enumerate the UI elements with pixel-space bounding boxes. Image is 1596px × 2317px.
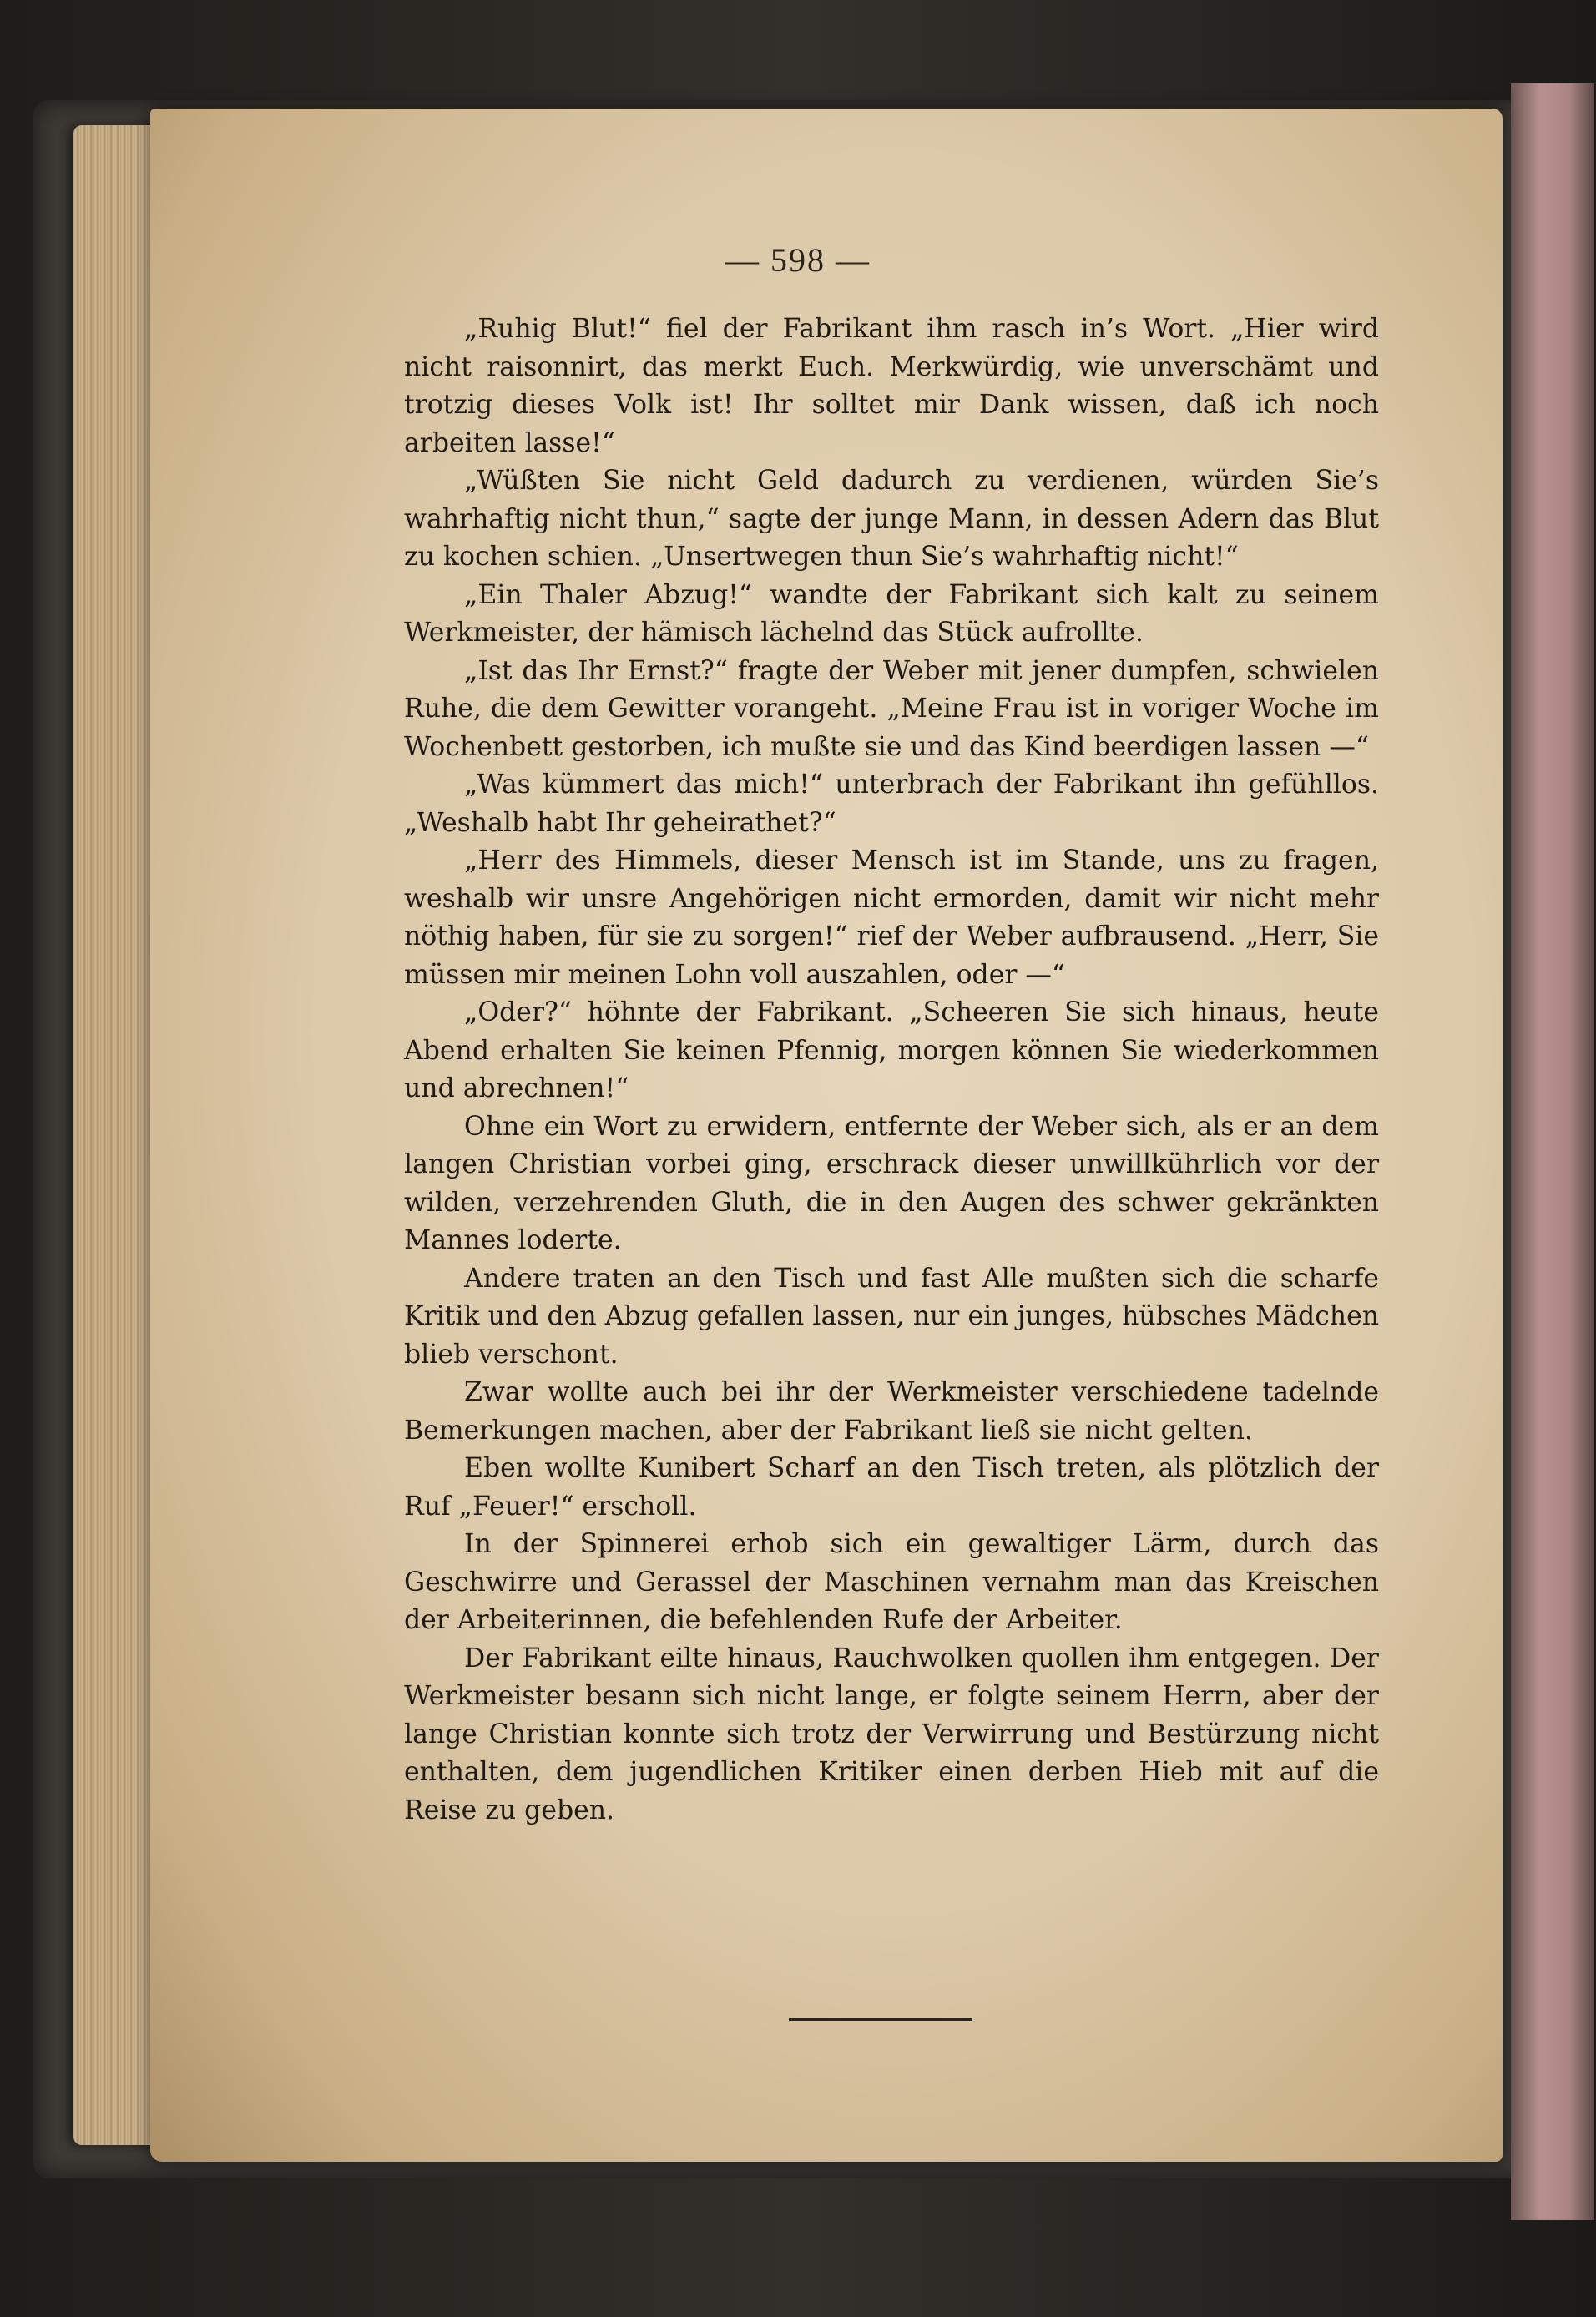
paragraph: „Was kümmert das mich!“ unterbrach der Fabrikant ihn gefühllos. „Weshalb habt Ihr geheirathet?“ [404,770,1379,838]
paragraph: Eben wollte Kunibert Scharf an den Tisch treten, als plötzlich der Ruf „Feuer!“ erscholl. [404,1453,1379,1522]
paragraph: „Ein Thaler Abzug!“ wandte der Fabrikant sich kalt zu seinem Werkmeister, der hämisch lächelnd das Stück aufrollte. [404,579,1379,648]
paragraph: Zwar wollte auch bei ihr der Werkmeister verschiedene tadelnde Bemerkungen machen, aber der Fabrikant ließ sie nicht gelten. [404,1377,1379,1446]
paragraph: „Herr des Himmels, dieser Mensch ist im Stande, uns zu fragen, weshalb wir unsre Angehörigen nicht ermorden, damit wir nicht mehr nöthig haben, für sie zu sorgen!“ rief der Weber aufbrausend. „Herr, Sie müssen mir meinen Lohn voll auszahlen, oder —“ [404,846,1379,990]
paragraph: „Ruhig Blut!“ fiel der Fabrikant ihm rasch in’s Wort. „Hier wird nicht raisonnirt, das merkt Euch. Merkwürdig, wie unverschämt und trotzig dieses Volk ist! Ihr solltet mir Dank wissen, daß ich noch arbeiten lasse!“ [404,314,1379,458]
paragraph: „Wüßten Sie nicht Geld dadurch zu verdienen, würden Sie’s wahrhaftig nicht thun,“ sagte der junge Mann, in dessen Adern das Blut zu kochen schien. „Unsertwegen thun Sie’s wahrhaftig nicht!“ [404,466,1379,572]
paragraph: „Oder?“ höhnte der Fabrikant. „Scheeren Sie sich hinaus, heute Abend erhalten Sie keinen Pfennig, morgen können Sie wiederkommen und abrechnen!“ [404,997,1379,1103]
footer-rule [789,2018,972,2021]
paragraph: Der Fabrikant eilte hinaus, Rauchwolken quollen ihm entgegen. Der Werkmeister besann sich nicht lange, er folgte seinem Herrn, aber der lange Christian konnte sich trotz der Verwirrung und Bestürzung nicht enthalten, dem jugendlichen Kritiker einen derben Hieb mit auf die Reise zu geben. [404,1643,1379,1825]
book-cover-edge [1511,83,1594,2220]
paragraph: In der Spinnerei erhob sich ein gewaltiger Lärm, durch das Geschwirre und Gerassel der Maschinen vernahm man das Kreischen der Arbeiterinnen, die befehlenden Rufe der Arbeiter. [404,1529,1379,1635]
paragraph: Ohne ein Wort zu erwidern, entfernte der Weber sich, als er an dem langen Christian vorbei ging, erschrack dieser unwillkührlich vor der wilden, verzehrenden Gluth, die in den Augen des schwer gekränkten Mannes loderte. [404,1111,1379,1255]
paragraph: „Ist das Ihr Ernst?“ fragte der Weber mit jener dumpfen, schwielen Ruhe, die dem Gewitter vorangeht. „Meine Frau ist in voriger Woche im Wochenbett gestorben, ich mußte sie und das Kind beerdigen lassen —“ [404,655,1379,762]
page-number: — 598 — [725,241,871,279]
page-text [404,310,1379,1830]
paragraph: Andere traten an den Tisch und fast Alle mußten sich die scharfe Kritik und den Abzug gefallen lassen, nur ein junges, hübsches Mädchen blieb verschont. [404,1263,1379,1370]
